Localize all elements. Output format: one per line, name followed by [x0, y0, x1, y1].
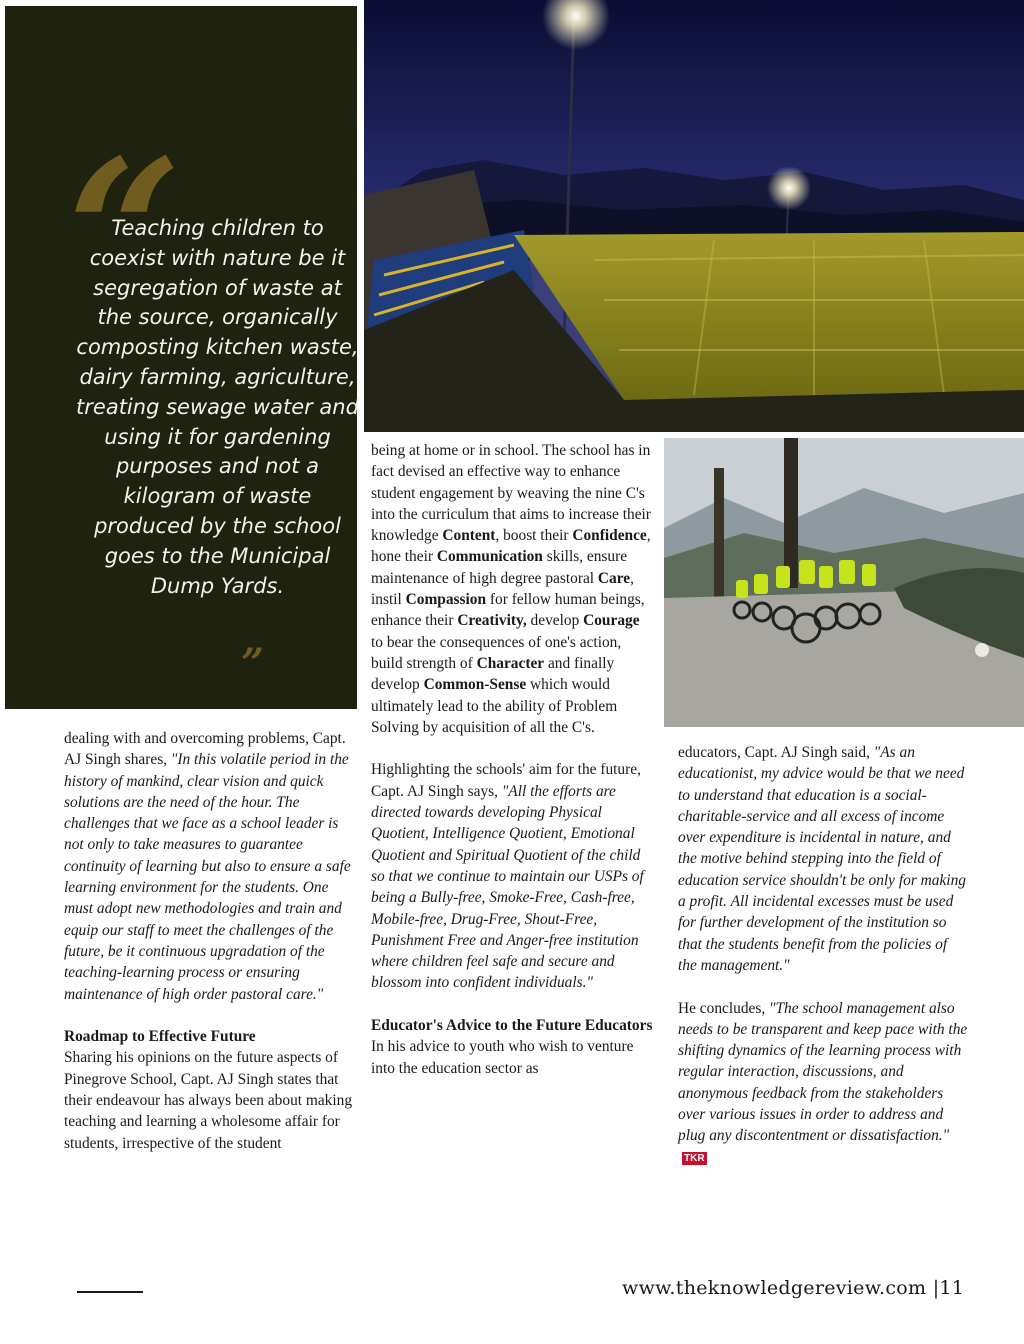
- paragraph-text: which would ultimately lead to the ability of Problem Solving by acquisition of all the C's.: [371, 676, 618, 736]
- stadium-illustration: [364, 0, 1024, 432]
- paragraph-text: , hone their: [371, 527, 651, 566]
- section-heading-roadmap: Roadmap to Effective Future: [64, 1028, 256, 1046]
- paragraph-challenges: [64, 728, 354, 1005]
- paragraph-text: develop: [526, 612, 584, 630]
- paragraph-text: dealing with and overcoming problems, Capt. AJ Singh shares,: [64, 730, 346, 769]
- section-heading-advice: Educator's Advice to the Future Educators: [371, 1017, 653, 1035]
- paragraph-text: educators, Capt. AJ Singh said,: [678, 744, 874, 761]
- keyword-communication: Communication: [436, 548, 543, 566]
- close-quote-mark: ”: [241, 640, 265, 687]
- paragraph-educators: [678, 742, 968, 976]
- keyword-courage: Courage: [583, 612, 640, 630]
- singh-quote-future: "All the efforts are directed towards developing Physical Quotient, Intelligence Quotient, Emotional Quotient and Spiritual Quotient of the child so that we continue to maintain our USPs of being a Bully-free, Smoke-Free, Cash-free, Mobile-free, Drug-Free, Shout-Free, Punishment Free and Anger-free institution where children feel safe and secure and blossom into confident individuals.": [371, 782, 644, 992]
- keyword-care: Care: [597, 569, 631, 587]
- article-column-right: [678, 742, 968, 1168]
- website-url: www.theknowledgereview.com: [622, 1277, 927, 1299]
- paragraph-future-aim: [371, 759, 653, 993]
- open-quote-mark: “: [67, 116, 155, 351]
- singh-quote-advice: "As an educationist, my advice would be that we need to understand that education is a social-charitable-service and all excess of income over expenditure is incidental in nature, and the motive behind stepping into the field of education service shouldn't be only for making a profit. All incidental excesses must be used for further development of the institution so that the students benefit from the policies of the management.": [678, 744, 966, 974]
- keyword-confidence: Confidence: [572, 527, 647, 545]
- paragraph-nine-cs: [371, 440, 653, 738]
- paragraph-text: for fellow human beings, enhance their: [371, 591, 645, 630]
- paragraph-text: , boost their: [495, 527, 573, 545]
- footer-separator: |: [926, 1277, 940, 1299]
- keyword-creativity: Creativity,: [457, 612, 527, 630]
- tkr-end-mark-icon: TKR: [684, 1152, 705, 1164]
- paragraph-text: Highlighting the schools' aim for the future, Capt. AJ Singh says,: [371, 761, 641, 800]
- paragraph-text: being at home or in school. The school has in fact devised an effective way to enhance student engagement by weaving the nine C's into the curriculum that aims to increase their knowledge: [371, 442, 651, 545]
- paragraph-text: to bear the consequences of one's action, build strength of: [371, 633, 622, 672]
- keyword-common-sense: Common-Sense: [423, 676, 527, 694]
- pull-quote-text: Teaching children to coexist with nature be it segregation of waste at the source, organically composting kitchen waste, dairy farming, agriculture, treating sewage water and using it for gardening purposes and not a kilogram of waste produced by the school goes to the Municipal Dump Yards.: [76, 216, 359, 598]
- footer-rule: [77, 1291, 143, 1293]
- paragraph-roadmap: Sharing his opinions on the future aspects of Pinegrove School, Capt. AJ Singh states that their endeavour has always been about making teaching and learning a wholesome affair for students, irrespective of the student: [64, 1049, 353, 1152]
- article-column-left: [64, 728, 354, 1154]
- keyword-compassion: Compassion: [405, 591, 487, 609]
- footer-url: [622, 1277, 964, 1299]
- cyclists-photo: [664, 438, 1024, 727]
- singh-quote-challenges: "In this volatile period in the history of mankind, clear vision and quick solutions are the need of the hour. The challenges that we face as a school leader is not only to take measures to guarantee continuity of learning but also to ensure a safe learning environment for the students. One must adopt new methodologies and train and equip our staff to meet the challenges of the future, be it continuous upgradation of the teaching-learning process or ensuring maintenance of high order pastoral care.": [64, 751, 351, 1003]
- cyclists-illustration: [664, 438, 1024, 727]
- paragraph-text: He concludes,: [678, 999, 770, 1017]
- paragraph-text: skills, ensure maintenance of high degree pastoral: [371, 548, 628, 587]
- pull-quote-panel: [5, 6, 357, 709]
- keyword-content: Content: [442, 527, 496, 545]
- singh-quote-conclusion: "The school management also needs to be transparent and keep pace with the shifting dynamics of the learning process with regular interaction, discussions, and anonymous feedback from the stakeholders over various issues in order to address and plug any discontentment or dissatisfaction.": [678, 999, 968, 1145]
- paragraph-advice: In his advice to youth who wish to venture into the education sector as: [371, 1038, 634, 1077]
- stadium-night-photo: [364, 0, 1024, 432]
- article-column-middle: [371, 440, 653, 1079]
- page-number: 11: [939, 1277, 965, 1299]
- paragraph-text: and finally develop: [371, 654, 615, 694]
- paragraph-conclusion: [678, 998, 968, 1168]
- keyword-character: Character: [476, 654, 545, 672]
- paragraph-text: , instil: [371, 569, 634, 609]
